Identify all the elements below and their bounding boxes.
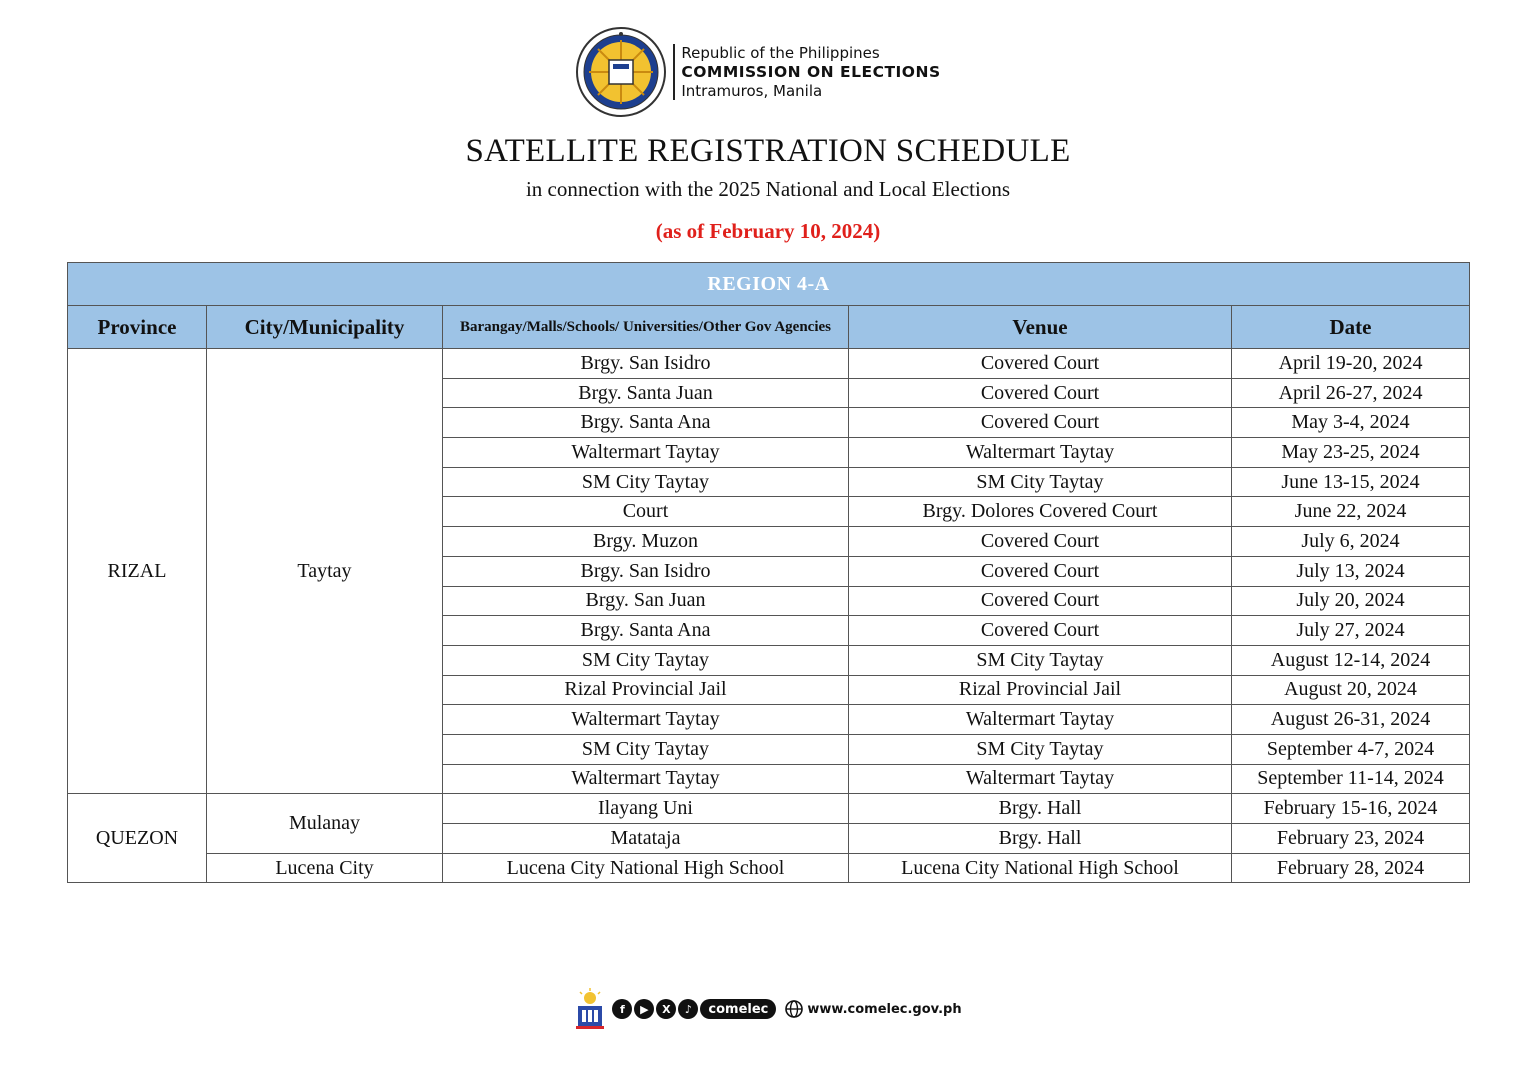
schedule-table — [67, 262, 1470, 883]
date-cell: April 19-20, 2024 — [1232, 349, 1470, 379]
date-cell: May 3-4, 2024 — [1232, 408, 1470, 438]
venue-cell: Brgy. Dolores Covered Court — [849, 497, 1232, 527]
col-venue: Venue — [849, 306, 1232, 349]
col-date: Date — [1232, 306, 1470, 349]
date-cell: September 4-7, 2024 — [1232, 734, 1470, 764]
location-label: Intramuros, Manila — [681, 81, 823, 100]
date-cell: May 23-25, 2024 — [1232, 438, 1470, 468]
venue-cell: SM City Taytay — [849, 734, 1232, 764]
barangay-cell: Lucena City National High School — [443, 853, 849, 883]
barangay-cell: Brgy. San Juan — [443, 586, 849, 616]
venue-cell: Covered Court — [849, 349, 1232, 379]
date-cell: February 23, 2024 — [1232, 824, 1470, 854]
barangay-cell: Brgy. San Isidro — [443, 349, 849, 379]
barangay-cell: Brgy. San Isidro — [443, 556, 849, 586]
date-cell: July 13, 2024 — [1232, 556, 1470, 586]
facebook-icon[interactable]: f — [612, 999, 632, 1019]
barangay-cell: Brgy. Santa Ana — [443, 616, 849, 646]
table-row — [68, 853, 1470, 883]
page-title: SATELLITE REGISTRATION SCHEDULE — [465, 133, 1071, 169]
comelec-logo-icon — [574, 988, 606, 1030]
comelec-seal-icon — [575, 26, 667, 118]
brand-text — [681, 44, 940, 101]
col-barangay: Barangay/Malls/Schools/ Universities/Other Gov Agencies — [443, 306, 849, 349]
date-cell: July 27, 2024 — [1232, 616, 1470, 646]
date-cell: February 15-16, 2024 — [1232, 794, 1470, 824]
region-header-row — [68, 263, 1470, 306]
barangay-cell: SM City Taytay — [443, 734, 849, 764]
date-cell: September 11-14, 2024 — [1232, 764, 1470, 794]
venue-cell: Brgy. Hall — [849, 824, 1232, 854]
venue-cell: Waltermart Taytay — [849, 764, 1232, 794]
youtube-icon[interactable]: ▶ — [634, 999, 654, 1019]
province-cell: QUEZON — [68, 794, 207, 883]
venue-cell: Waltermart Taytay — [849, 438, 1232, 468]
as-of-date: (as of February 10, 2024) — [655, 219, 881, 243]
venue-cell: Covered Court — [849, 408, 1232, 438]
date-cell: February 28, 2024 — [1232, 853, 1470, 883]
venue-cell: Rizal Provincial Jail — [849, 675, 1232, 705]
globe-icon — [784, 999, 804, 1019]
x-icon[interactable]: X — [656, 999, 676, 1019]
venue-cell: SM City Taytay — [849, 645, 1232, 675]
barangay-cell: Waltermart Taytay — [443, 764, 849, 794]
barangay-cell: SM City Taytay — [443, 645, 849, 675]
tiktok-icon[interactable]: ♪ — [678, 999, 698, 1019]
venue-cell: Lucena City National High School — [849, 853, 1232, 883]
barangay-cell: SM City Taytay — [443, 467, 849, 497]
city-cell: Lucena City — [207, 853, 443, 883]
page-subtitle: in connection with the 2025 National and Local Elections — [525, 177, 1011, 201]
date-cell: July 6, 2024 — [1232, 527, 1470, 557]
barangay-cell: Waltermart Taytay — [443, 705, 849, 735]
col-province: Province — [68, 306, 207, 349]
page-header — [0, 26, 1536, 118]
barangay-cell: Brgy. Muzon — [443, 527, 849, 557]
city-cell: Taytay — [207, 349, 443, 794]
barangay-cell: Waltermart Taytay — [443, 438, 849, 468]
venue-cell: Covered Court — [849, 586, 1232, 616]
venue-cell: Covered Court — [849, 616, 1232, 646]
date-cell: June 22, 2024 — [1232, 497, 1470, 527]
republic-label: Republic of the Philippines — [681, 43, 880, 62]
date-cell: August 12-14, 2024 — [1232, 645, 1470, 675]
website-link[interactable]: www.comelec.gov.ph — [807, 1001, 962, 1017]
table-row — [68, 349, 1470, 379]
city-cell: Mulanay — [207, 794, 443, 853]
table-row — [68, 794, 1470, 824]
col-city: City/Municipality — [207, 306, 443, 349]
barangay-cell: Ilayang Uni — [443, 794, 849, 824]
date-cell: August 26-31, 2024 — [1232, 705, 1470, 735]
barangay-cell: Court — [443, 497, 849, 527]
column-header-row — [68, 306, 1470, 349]
date-cell: August 20, 2024 — [1232, 675, 1470, 705]
province-cell: RIZAL — [68, 349, 207, 794]
venue-cell: Covered Court — [849, 378, 1232, 408]
venue-cell: Covered Court — [849, 556, 1232, 586]
region-title: REGION 4-A — [68, 263, 1470, 306]
social-handle[interactable]: comelec — [700, 999, 776, 1019]
barangay-cell: Rizal Provincial Jail — [443, 675, 849, 705]
commission-label: COMMISSION ON ELECTIONS — [681, 62, 941, 81]
venue-cell: Brgy. Hall — [849, 794, 1232, 824]
venue-cell: Covered Court — [849, 527, 1232, 557]
brand-divider — [673, 44, 675, 100]
date-cell: June 13-15, 2024 — [1232, 467, 1470, 497]
date-cell: April 26-27, 2024 — [1232, 378, 1470, 408]
comelec-brand — [575, 26, 940, 118]
date-cell: July 20, 2024 — [1232, 586, 1470, 616]
barangay-cell: Matataja — [443, 824, 849, 854]
barangay-cell: Brgy. Santa Ana — [443, 408, 849, 438]
venue-cell: Waltermart Taytay — [849, 705, 1232, 735]
venue-cell: SM City Taytay — [849, 467, 1232, 497]
barangay-cell: Brgy. Santa Juan — [443, 378, 849, 408]
page-footer — [0, 988, 1536, 1030]
